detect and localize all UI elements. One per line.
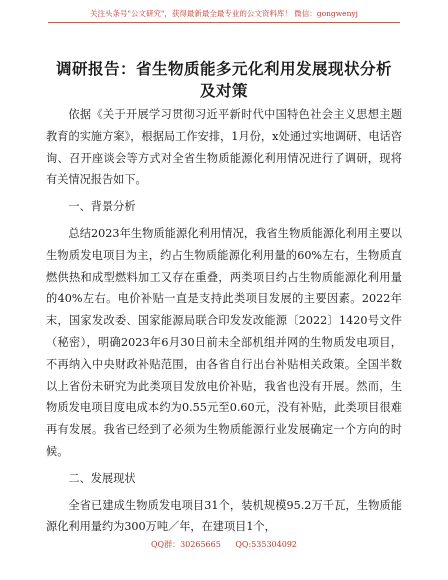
- section-heading-background: 一、背景分析: [68, 200, 136, 214]
- intro-paragraph: 依据《关于开展学习贯彻习近平新时代中国特色社会主义思想主题教育的实施方案》，根据局工作安排，1月份，x处通过实地调研、电话咨询、召开座谈会等方式对全省生物质能源化利用情况进行了调研，现将有关情况报告如下。: [46, 108, 402, 187]
- document-body: [46, 104, 402, 538]
- document-title: 调研报告：省生物质能多元化利用发展现状分析及对策: [55, 59, 392, 100]
- section-heading-status: 二、发展现状: [68, 471, 136, 485]
- footer-qq-group: QQ群：30265665: [150, 540, 221, 549]
- background-paragraph: 总结2023年生物质能源化利用情况，我省生物质能源化利用主要以生物质发电项目为主，约占生物质能源化利用量的60%左右，生物质直燃供热和成型燃料加工又存在重叠，两类项目约占生物质能源化利用量的40%左右。电价补贴一直是支持此类项目发展的主要因素。2022年末，国家发改委、国家能源局联合印发发改能源〔2022〕1420号文件（秘密），明确2023年6月30日前未全部机组并网的生物质发电项目，不再纳入中央财政补贴范围，由各省自行出台补贴相关政策。全国半数以上省份未研究为此类项目发放电价补贴，我省也没有开展。然而，生物质发电项目度电成本约为0.55元至0.60元，没有补贴，此类项目很难再有发展。我省已经到了必须为生物质能源行业发展确定一个方向的时候。: [46, 226, 402, 458]
- footer-contact: [0, 539, 448, 550]
- footer-qq: QQ:535304092: [235, 540, 297, 549]
- header-notice: 关注头条号"公文研究"，获得最新最全最专业的公文资料库！ 微信：gongwenyj: [48, 8, 400, 23]
- status-paragraph: 全省已建成生物质发电项目31个，装机规模95.2万千瓦，生物质能源化利用量约为300万吨／年，在建项目1个，: [46, 498, 402, 534]
